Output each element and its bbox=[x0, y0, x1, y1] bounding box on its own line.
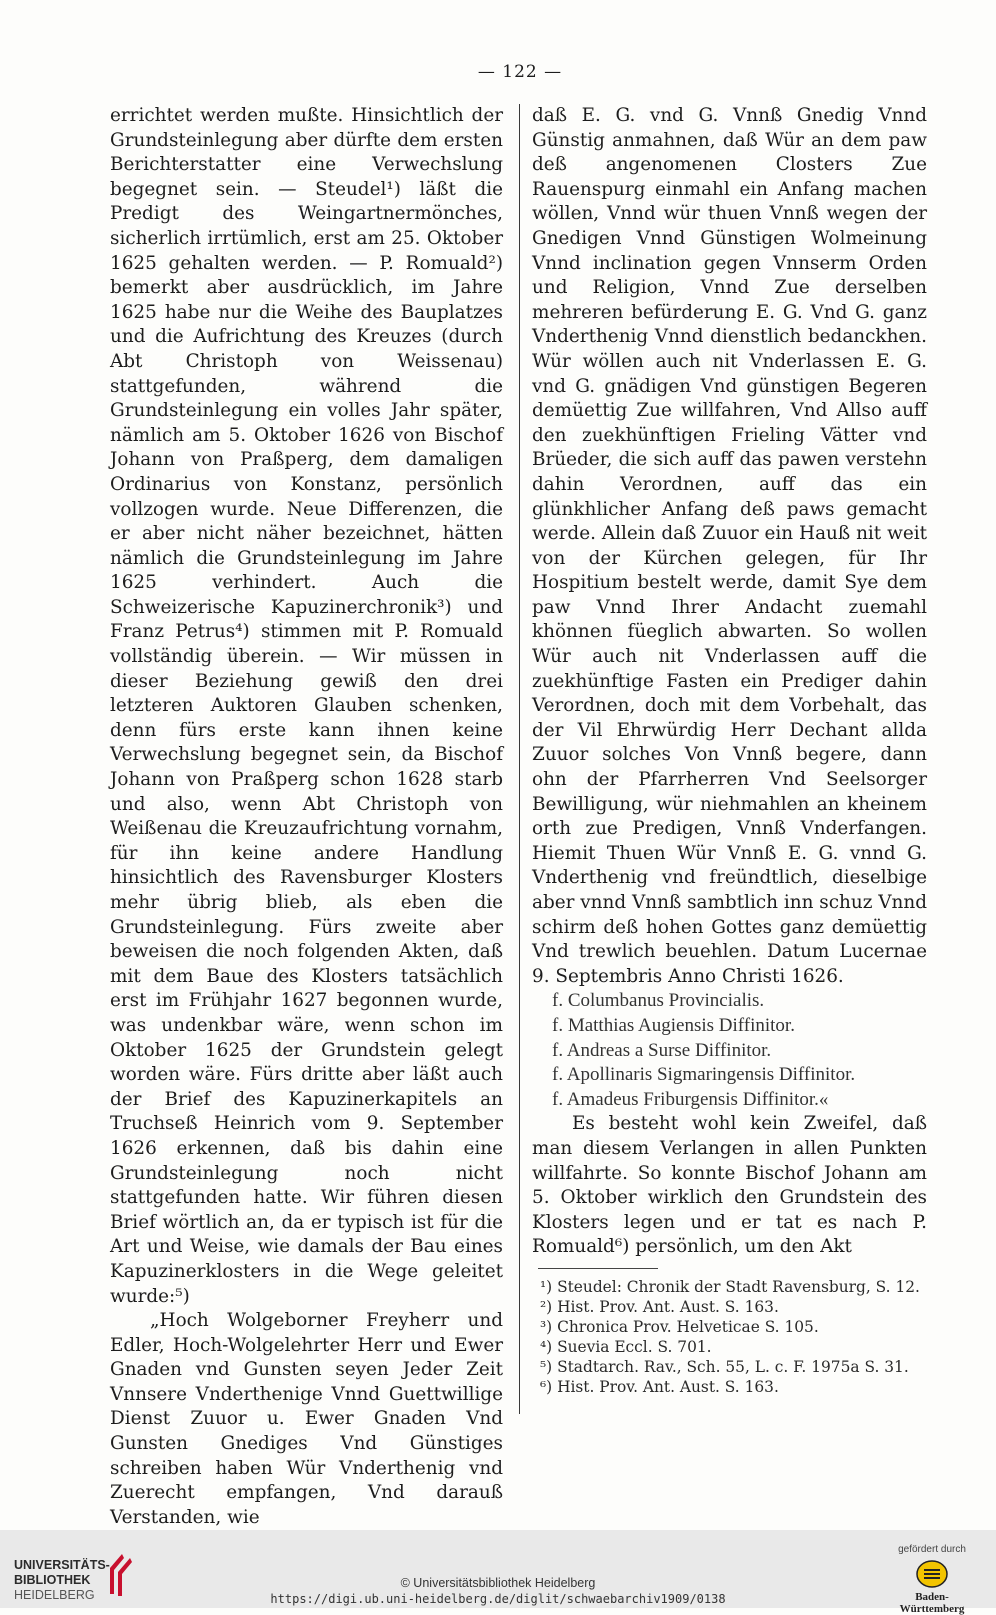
library-footer bbox=[0, 1530, 996, 1615]
signature-list bbox=[532, 989, 927, 1112]
closing-paragraph: Es besteht wohl kein Zweifel, daß man diesem Verlangen in allen Punkten willfahrte. So konnte Bischof Johann am 5. Oktober wirklich den Grundstein des Klosters legen und er tat es nach P. Romuald⁶) persönlich, um den Akt bbox=[532, 1113, 927, 1258]
right-paragraph-letter: daß E. G. vnd G. Vnnß Gnedig Vnnd Günstig anmahnen, daß Wür an dem paw deß angenomenen Closters Zue Rauenspurg einmahl ein Anfang machen wöllen, Vnnd wür thuen Vnnß wegen der Gnedigen Vnnd Günstigen Wolmeinung Vnnd inclination gegen Vnnserm Orden und Religion, Vnnd Zue derselben mehreren befürderung E. G. Vnd G. ganz Vnderthenig Vnnd dienstlich bedanckhen. Wür wöllen auch nit Vnderlassen E. G. vnd G. gnädigen Vnd günstigen Begeren demüettig Zue willfahren, Vnd Allso auff den zuekhünftigen Frieling Vätter vnd Brüeder, die sich auff das pawen verstehn dahin Verordnen, auff das ein glünkhlicher Anfang deß paws gemacht werde. Allein daß Zuuor ein Hauß nit weit von der Kürchen gelegen, für Ihr Hospitium bestelt werde, damit Sye dem paw Vnnd Ihrer Andacht zuemahl khönnen füeglich abwarten. So wollen Wür auch nit Vnderlassen auff die zuekhünftige Fasten ein Prediger dahin Verordnen, doch mit dem Vorbehalt, das der Vil Ehrwürdig Herr Dechant allda Zuuor solches Von Vnnß begere, dann ohn der Pfarrherren Vnd Seelsorger Bewilligung, wür niehmahlen an kheinem orth zue Predigen, Vnnß Vnderfangen. Hiemit Thuen Wür Vnnß E. G. vnnd G. Vnderthenig vnd freündtlich, dieselbige aber vnnd Vnnß sambtlich inn schuz Vnnd schirm deß hohen Gottes ganz demüettig Vnd trewlich beuehlen. Datum Lucernae 9. Septembris Anno Christi 1626. bbox=[532, 105, 927, 987]
logo-line: HEIDELBERG bbox=[14, 1588, 95, 1602]
signature-line: f. Columbanus Provincialis. bbox=[552, 990, 765, 1012]
signature-line: f. Apollinaris Sigmaringensis Diffinitor. bbox=[552, 1064, 856, 1086]
right-column bbox=[532, 104, 927, 1397]
state-crest-icon bbox=[915, 1559, 949, 1589]
footnote-rule bbox=[538, 1268, 658, 1269]
signature-line: f. Matthias Augiensis Diffinitor. bbox=[552, 1014, 795, 1036]
permalink[interactable]: https://digi.ub.uni-heidelberg.de/diglit/schwaebarchiv1909/0138 bbox=[270, 1592, 726, 1606]
column-divider bbox=[519, 104, 520, 1414]
signature-line: f. Amadeus Friburgensis Diffinitor.« bbox=[552, 1088, 829, 1110]
signature-line: f. Andreas a Surse Diffinitor. bbox=[552, 1039, 772, 1061]
left-paragraph-main: errichtet werden mußte. Hinsichtlich der Grundsteinlegung aber dürfte dem ersten Berichterstatter eine Verwechslung begegnet sein. — Steudel¹) läßt die Predigt des Weingartnermönches, sicherlich irrtümlich, erst am 25. Oktober 1625 gehalten werden. — P. Romuald²) bemerkt aber ausdrücklich, im Jahre 1625 habe nur die Weihe des Bauplatzes und die Aufrichtung des Kreuzes (durch Abt Christoph von Weissenau) stattgefunden, während die Grundsteinlegung ein volles Jahr später, nämlich am 5. Oktober 1626 von Bischof Johann von Praßperg, dem damaligen Ordinarius von Konstanz, persönlich vollzogen wurde. Neue Differenzen, die er aber nicht näher bezeichnet, hätten nämlich die Grundsteinlegung im Jahre 1625 verhindert. Auch die Schweizerische Kapuzinerchronik³) und Franz Petrus⁴) stimmen mit P. Romuald vollständig überein. — Wir müssen in dieser Beziehung gewiß den drei letzteren Auktoren Glauben schenken, denn fürs erste kann ihnen keine Verwechslung begegnet sein, da Bischof Johann von Praßperg schon 1628 starb und also, wenn Abt Christoph von Weißenau die Kreuzaufrichtung vornahm, für ihn keine andere Handlung hinsichtlich des Ravensburger Klosters mehr übrig blieb, als eben die Grundsteinlegung. Fürs zweite aber beweisen die noch folgenden Akten, daß mit dem Baue des Klosters tatsächlich erst im Frühjahr 1627 begonnen wurde, was undenkbar wäre, wenn schon im Oktober 1625 der Grundstein gelegt worden wäre. Fürs dritte aber läßt auch der Brief des Kapuzinerkapitels an Truchseß Heinrich vom 9. September 1626 erkennen, daß bis dahin eine Grundsteinlegung noch nicht stattgefunden hatte. Wir führen diesen Brief wörtlich an, da er typisch ist für die Art und Weise, wie damals der Bau eines Kapuzinerklosters in die Wege geleitet wurde:⁵) bbox=[110, 105, 503, 1307]
page-number: — 122 — bbox=[477, 62, 563, 82]
footnote: ³) Chronica Prov. Helveticae S. 105. bbox=[540, 1317, 819, 1336]
footnote: ⁴) Suevia Eccl. S. 701. bbox=[540, 1337, 712, 1356]
funded-by-label: gefördert durch bbox=[898, 1544, 966, 1555]
footnote: ²) Hist. Prov. Ant. Aust. S. 163. bbox=[540, 1297, 779, 1316]
copyright-text: © Universitätsbibliothek Heidelberg bbox=[400, 1576, 596, 1590]
funding-badge bbox=[884, 1544, 980, 1615]
footnotes bbox=[532, 1277, 927, 1397]
left-column bbox=[110, 104, 503, 1530]
footnote: ⁶) Hist. Prov. Ant. Aust. S. 163. bbox=[540, 1377, 779, 1396]
left-paragraph-letter: „Hoch Wolgeborner Freyherr und Edler, Hoch-Wolgelehrter Herr und Ewer Gnaden vnd Gunsten seyen Jeder Zeit Vnnsere Vnderthenige Vnnd Guettwillige Dienst Zuuor u. Ewer Gnaden Vnd Gunsten Gnediges Vnd Günstiges schreiben haben Wür Vnderthenig vnd Zuerecht empfangen, Vnd darauß Verstanden, wie bbox=[110, 1310, 503, 1528]
footnote: ⁵) Stadtarch. Rav., Sch. 55, L. c. F. 1975a S. 31. bbox=[540, 1357, 909, 1376]
library-logo-icon bbox=[100, 1550, 140, 1598]
footnote: ¹) Steudel: Chronik der Stadt Ravensburg, S. 12. bbox=[540, 1277, 920, 1296]
logo-line: BIBLIOTHEK bbox=[14, 1573, 91, 1587]
funder-name: Baden-Württemberg bbox=[899, 1591, 965, 1615]
logo-line: UNIVERSITÄTS- bbox=[14, 1558, 110, 1572]
